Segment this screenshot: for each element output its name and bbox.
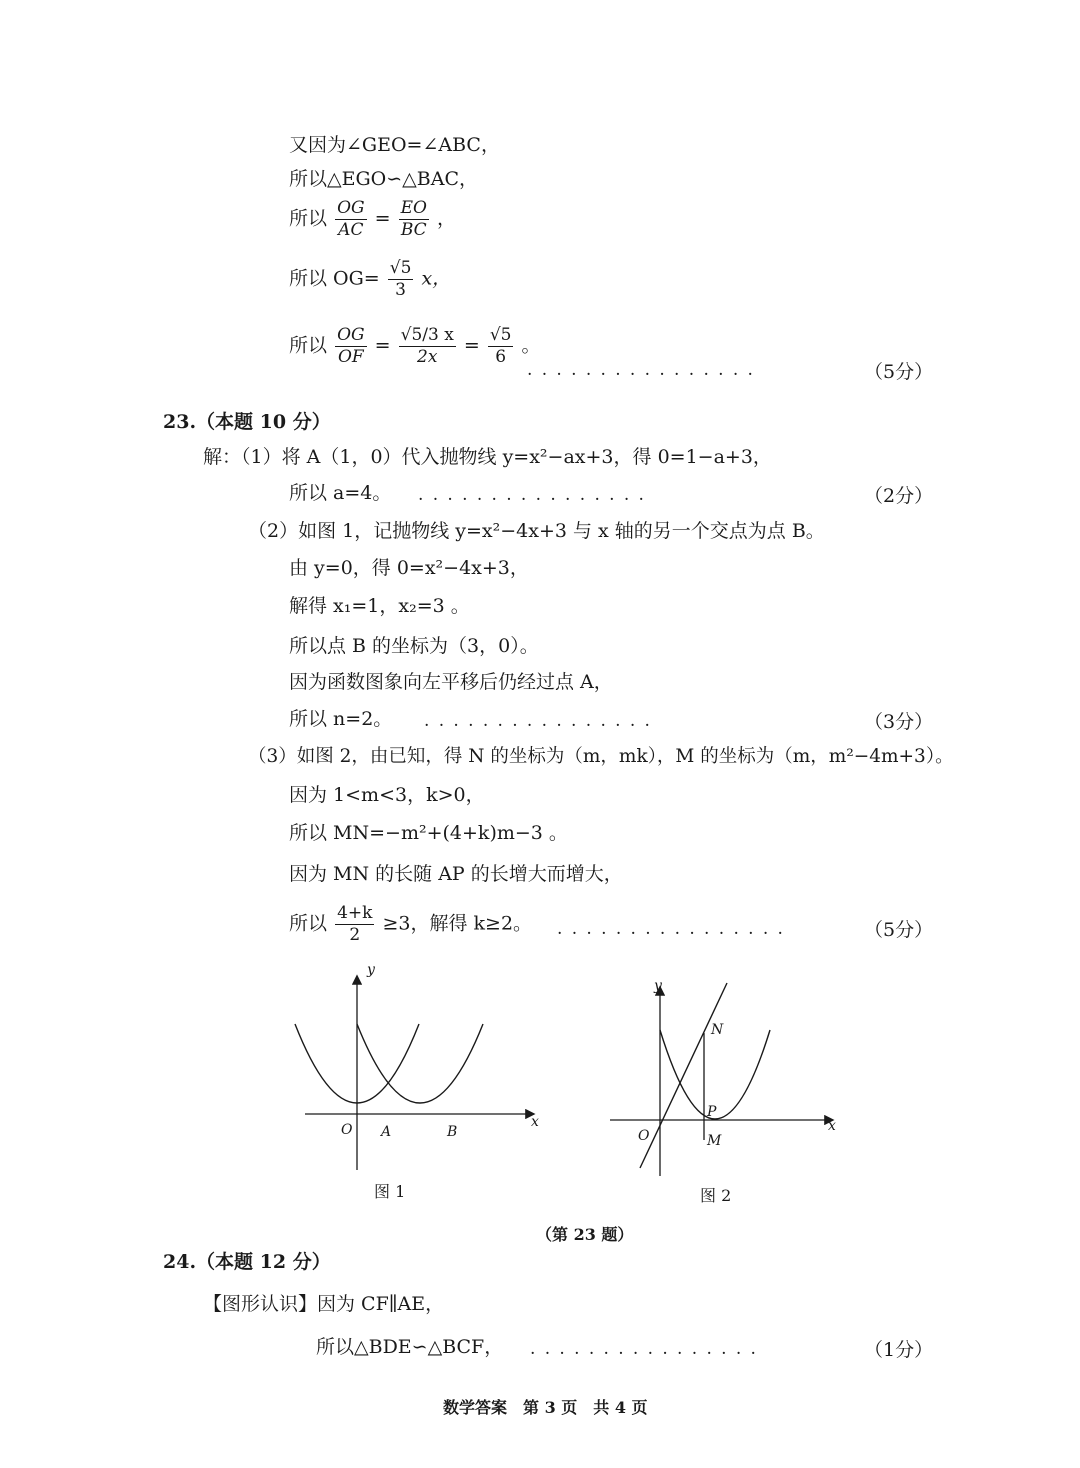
y-label: y bbox=[654, 978, 662, 994]
leader-dots: ................ bbox=[424, 711, 660, 731]
figure-1 bbox=[285, 962, 545, 1177]
page-footer: 数学答案 第 3 页 共 4 页 bbox=[443, 1398, 648, 1417]
figure-group-caption: （第 23 题） bbox=[536, 1225, 634, 1244]
origin-label: O bbox=[341, 1122, 353, 1138]
part1-line: 解：（1）将 A（1，0）代入抛物线 y=x²−ax+3，得 0=1−a+3， bbox=[203, 446, 772, 468]
score-3: （3分） bbox=[864, 711, 934, 733]
x-label: x bbox=[531, 1114, 539, 1130]
fraction-compound: $\frac{√5/3 x}{2x}$ bbox=[400, 325, 454, 367]
score-2: （2分） bbox=[864, 485, 934, 507]
line-similar-triangles: 所以△EGO∽△BAC， bbox=[289, 168, 478, 190]
leader-dots: ................ bbox=[527, 360, 763, 380]
point-m-label: M bbox=[707, 1133, 722, 1149]
part3-monotonic: 因为 MN 的长随 AP 的长增大而增大， bbox=[289, 863, 623, 885]
line-og-value: 所以 OG= $\frac{√5}{3}$ x， bbox=[289, 258, 452, 300]
line-og-of-ratio: 所以 $\frac{OG}{OF}$ = $\frac{√5/3 x}{2x}$ = $\frac{√5}{6}$ 。 bbox=[289, 325, 541, 367]
part1-result: 所以 a=4。 bbox=[289, 482, 392, 504]
fraction-eo-bc: $\frac{EO}{BC}$ bbox=[400, 198, 427, 240]
part2-eq: 由 y=0，得 0=x²−4x+3， bbox=[289, 557, 529, 579]
part3-line: （3）如图 2，由已知，得 N 的坐标为（m，mk），M 的坐标为（m，m²−4m+3）。 bbox=[248, 746, 954, 767]
figure-2-caption: 图 2 bbox=[700, 1186, 732, 1205]
origin-label: O bbox=[638, 1128, 650, 1144]
point-n-label: N bbox=[711, 1022, 724, 1038]
part2-result: 所以 n=2。 bbox=[289, 708, 393, 730]
part3-mn: 所以 MN=−m²+(4+k)m−3 。 bbox=[289, 822, 568, 844]
parabola-original bbox=[357, 1024, 483, 1103]
figure-recognition-line: 【图形认识】因为 CF∥AE， bbox=[203, 1293, 445, 1315]
part2-roots: 解得 x₁=1，x₂=3 。 bbox=[289, 595, 470, 617]
fraction-og-of: $\frac{OG}{OF}$ bbox=[337, 325, 365, 367]
leader-dots: ................ bbox=[530, 1339, 766, 1359]
part2-point-b: 所以点 B 的坐标为（3，0）。 bbox=[289, 635, 539, 657]
point-b-label: B bbox=[447, 1124, 458, 1140]
fraction-sqrt5-3: $\frac{√5}{3}$ bbox=[389, 258, 412, 300]
part2-line: （2）如图 1，记抛物线 y=x²−4x+3 与 x 轴的另一个交点为点 B。 bbox=[248, 520, 825, 542]
part2-shift: 因为函数图象向左平移后仍经过点 A， bbox=[289, 671, 613, 693]
point-a-label: A bbox=[381, 1124, 392, 1140]
x-label: x bbox=[828, 1118, 836, 1134]
similar-bde-bcf: 所以△BDE∽△BCF， bbox=[316, 1336, 504, 1358]
part3-result: 所以 $\frac{4+k}{2}$ ≥3，解得 k≥2。 bbox=[289, 903, 533, 945]
score-5-b: （5分） bbox=[864, 919, 934, 941]
fraction-og-ac: $\frac{OG}{AC}$ bbox=[337, 198, 365, 240]
score-5-a: （5分） bbox=[864, 361, 934, 383]
question-24-heading: 24.（本题 12 分） bbox=[163, 1251, 331, 1273]
question-23-heading: 23.（本题 10 分） bbox=[163, 411, 331, 433]
score-1: （1分） bbox=[864, 1339, 934, 1361]
y-label: y bbox=[367, 962, 375, 978]
fraction-sqrt5-6: $\frac{√5}{6}$ bbox=[489, 325, 512, 367]
point-p-label: P bbox=[707, 1104, 717, 1120]
figure-1-caption: 图 1 bbox=[374, 1182, 406, 1201]
line-geo-abc: 又因为∠GEO=∠ABC， bbox=[289, 134, 500, 156]
line-ratio-og-ac: 所以 $\frac{OG}{AC}$ = $\frac{EO}{BC}$ ， bbox=[289, 198, 457, 240]
prefix: 所以 bbox=[289, 207, 328, 230]
leader-dots: ................ bbox=[557, 919, 793, 939]
figure-2 bbox=[600, 968, 850, 1183]
leader-dots: ................ bbox=[418, 485, 654, 505]
part3-range: 因为 1<m<3，k>0， bbox=[289, 784, 485, 806]
fraction-4k-2: $\frac{4+k}{2}$ bbox=[337, 903, 373, 945]
